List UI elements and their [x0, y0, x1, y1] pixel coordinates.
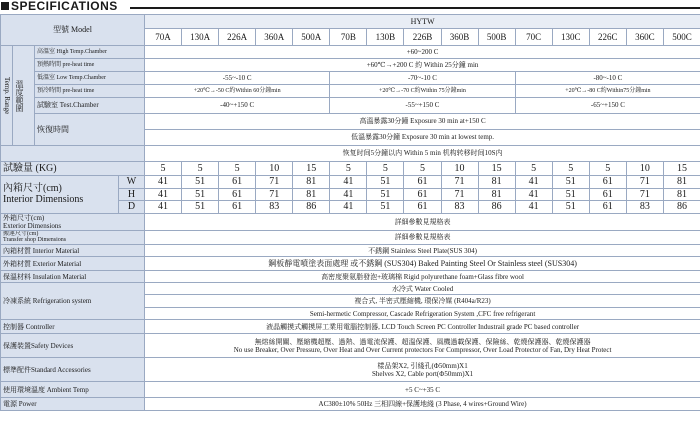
exterior-label: 外箱尺寸(cm) Exterior Dimensions	[1, 213, 145, 230]
specifications-table	[0, 14, 700, 411]
low-precool-a: +20℃→-50 C約Within 60分鐘min	[145, 85, 330, 98]
interior-w-cell: 41	[145, 176, 182, 189]
interior-h-cell: 41	[330, 188, 367, 201]
exterior-value: 詳細參數見規格表	[145, 213, 700, 230]
interior-d-cell: 83	[441, 201, 478, 214]
interior-h-cell: 41	[145, 188, 182, 201]
refrig-line1: 複合式, 半密式壓縮機, 環保冷媒 (R404a/R23)	[145, 295, 700, 308]
controller-label: 控制器 Controller	[1, 320, 145, 334]
accessories-value: 樣品架X2, 引綫孔(Φ50mm)X1 Shelves X2, Cable port(Φ50mm)X1	[145, 358, 700, 382]
recovery-line1: 高溫暴露30分鐘 Exposure 30 min at+150 C	[145, 114, 700, 130]
interior-h-cell: 41	[515, 188, 552, 201]
interior-label: 內箱尺寸(cm) Interior Dimensions	[1, 176, 119, 214]
interior-w-cell: 81	[663, 176, 700, 189]
interior-h-cell: 81	[663, 188, 700, 201]
interior-h-cell: 61	[589, 188, 626, 201]
model-column-header: 70C	[515, 29, 552, 46]
refrig-line2: Semi-hermetic Compressor, Cascade Refrigeration System ,CFC free refrigerant	[145, 308, 700, 320]
refrig-label: 冷凍系統 Refrigeration system	[1, 283, 145, 320]
high-range: +60~200 C	[145, 46, 700, 59]
transfer-value: 詳細參數見規格表	[145, 230, 700, 245]
recovery-label: 恢復時間	[35, 114, 145, 146]
high-chamber-label: 高溫室 High Temp.Chamber	[35, 46, 145, 59]
load-cell: 5	[145, 162, 182, 176]
insulation-value: 高密度聚氨脂發泡+玻璃棉 Rigid polyurethane foam+Glass fibre wool	[145, 271, 700, 283]
model-column-header: 226C	[589, 29, 626, 46]
interior-d-cell: 86	[663, 201, 700, 214]
power-value: AC380±10% 50Hz 三相四線+保護地綫 (3 Phase, 4 wires+Ground Wire)	[145, 398, 700, 411]
load-cell: 5	[552, 162, 589, 176]
ambient-label: 使用環境溫度 Ambient Temp	[1, 382, 145, 398]
model-column-header: 70A	[145, 29, 182, 46]
interior-h-cell: 71	[441, 188, 478, 201]
interior-d-cell: 41	[145, 201, 182, 214]
temp-range-side: 溫度範圍	[13, 46, 35, 146]
accessories-label: 標準配件Standard Accessories	[1, 358, 145, 382]
header-rule	[130, 7, 700, 9]
model-column-header: 130C	[552, 29, 589, 46]
dim-w-key: W	[119, 176, 145, 189]
interior-h-cell: 51	[367, 188, 404, 201]
recovery-line2: 低溫暴露30分鐘 Exposure 30 min at lowest temp.	[145, 130, 700, 146]
interior-w-cell: 81	[293, 176, 330, 189]
square-bullet-icon	[1, 2, 9, 10]
dim-d-key: D	[119, 201, 145, 214]
low-range-b: -70~-10 C	[330, 72, 515, 85]
load-cell: 15	[663, 162, 700, 176]
model-column-header: 360C	[626, 29, 663, 46]
interior-w-cell: 41	[330, 176, 367, 189]
interior-d-cell: 51	[367, 201, 404, 214]
interior-w-cell: 51	[552, 176, 589, 189]
interior-d-cell: 61	[404, 201, 441, 214]
model-series: HYTW	[145, 15, 700, 29]
low-precool-b: +20℃→-70 C約Within 75分鐘min	[330, 85, 515, 98]
interior-w-cell: 61	[219, 176, 256, 189]
load-cell: 5	[330, 162, 367, 176]
recovery-line3: 恢复时间5分鐘以内 Within 5 min 机构转移时间10S内	[145, 146, 700, 162]
interior-h-cell: 61	[404, 188, 441, 201]
interior-d-cell: 61	[589, 201, 626, 214]
load-cell: 15	[293, 162, 330, 176]
low-chamber-label: 低溫室 Low Temp.Chamber	[35, 72, 145, 85]
interior-h-cell: 81	[478, 188, 515, 201]
load-cell: 5	[404, 162, 441, 176]
interior-w-cell: 61	[404, 176, 441, 189]
page-title: SPECIFICATIONS	[11, 0, 118, 13]
interior-d-cell: 41	[515, 201, 552, 214]
load-cell: 5	[589, 162, 626, 176]
load-cell: 5	[367, 162, 404, 176]
interior-d-cell: 86	[478, 201, 515, 214]
interior-d-cell: 83	[626, 201, 663, 214]
test-range-c: -65~+150 C	[515, 98, 700, 114]
model-column-header: 500C	[663, 29, 700, 46]
interior-w-cell: 51	[182, 176, 219, 189]
model-column-header: 360A	[256, 29, 293, 46]
model-column-header: 226B	[404, 29, 441, 46]
load-cell: 15	[478, 162, 515, 176]
high-preheat: +60℃→+200 C 約 Within 25分鐘 min	[145, 59, 700, 72]
interior-w-cell: 71	[256, 176, 293, 189]
low-precool-c: +20℃→-80 C約Within75分鐘min	[515, 85, 700, 98]
ext-material-value: 鋼板靜電噴塗表面處理 或不銹鋼 (SUS304) Baked Painting Steel Or Stainless steel (SUS304)	[145, 257, 700, 271]
load-cell: 10	[441, 162, 478, 176]
interior-d-cell: 41	[330, 201, 367, 214]
interior-d-cell: 51	[182, 201, 219, 214]
test-range-a: -40~+150 C	[145, 98, 330, 114]
interior-w-cell: 71	[626, 176, 663, 189]
interior-w-cell: 41	[515, 176, 552, 189]
interior-d-cell: 83	[256, 201, 293, 214]
load-cell: 10	[626, 162, 663, 176]
model-column-header: 500A	[293, 29, 330, 46]
test-chamber-label: 試驗室 Test.Chamber	[35, 98, 145, 114]
model-column-header: 360B	[441, 29, 478, 46]
interior-w-cell: 51	[367, 176, 404, 189]
high-preheat-label: 預熱時間 pre-heat time	[35, 59, 145, 72]
safety-label: 保護裝置Safety Devices	[1, 334, 145, 358]
load-cell: 5	[182, 162, 219, 176]
model-column-header: 70B	[330, 29, 367, 46]
low-range-a: -55~-10 C	[145, 72, 330, 85]
ext-material-label: 外箱材質 Exterior Material	[1, 257, 145, 271]
temp-range-side-en: Temp. Range	[1, 46, 13, 146]
interior-d-cell: 61	[219, 201, 256, 214]
safety-value: 無熔絲開關、壓縮機超壓、過熱、過電流保護、超溫保護、風機過載保護、保險絲、乾燒保護器、乾燒保護器 No use Breaker, Over Pressure, Over Heat and Over Current protectors For Compressor, Over Load Protector of Fan, Dry Heat Protect	[145, 334, 700, 358]
controller-value: 液晶觸摸式觸摸屏工業用電腦控制器, LCD Touch Screen PC Controller Industrail grade PC based controller	[145, 320, 700, 334]
low-precool-label: 預冷時間 pre-heat time	[35, 85, 145, 98]
power-label: 電源 Power	[1, 398, 145, 411]
test-range-b: -55~+150 C	[330, 98, 515, 114]
low-range-c: -80~-10 C	[515, 72, 700, 85]
model-column-header: 226A	[219, 29, 256, 46]
model-column-header: 500B	[478, 29, 515, 46]
interior-h-cell: 71	[256, 188, 293, 201]
cooling-value: 水冷式 Water Cooled	[145, 283, 700, 295]
interior-h-cell: 51	[552, 188, 589, 201]
interior-w-cell: 71	[441, 176, 478, 189]
page-header	[0, 0, 700, 13]
load-label: 試驗量 (KG)	[1, 162, 145, 176]
interior-w-cell: 61	[589, 176, 626, 189]
interior-d-cell: 51	[552, 201, 589, 214]
inner-material-label: 內箱材質 Interior Material	[1, 245, 145, 257]
load-cell: 5	[515, 162, 552, 176]
model-column-header: 130A	[182, 29, 219, 46]
interior-h-cell: 51	[182, 188, 219, 201]
load-cell: 5	[219, 162, 256, 176]
interior-h-cell: 81	[293, 188, 330, 201]
ambient-value: +5 C~+35 C	[145, 382, 700, 398]
dim-h-key: H	[119, 188, 145, 201]
model-column-header: 130B	[367, 29, 404, 46]
interior-w-cell: 81	[478, 176, 515, 189]
load-cell: 10	[256, 162, 293, 176]
interior-h-cell: 61	[219, 188, 256, 201]
inner-material-value: 不銹鋼 Stainless Steel Plate(SUS 304)	[145, 245, 700, 257]
transfer-label: 搬運尺寸(cm) Transfer shop Dimensions	[1, 230, 145, 245]
interior-h-cell: 71	[626, 188, 663, 201]
interior-d-cell: 86	[293, 201, 330, 214]
model-label: 型號 Model	[1, 15, 145, 46]
insulation-label: 保溫材料 Insulation Material	[1, 271, 145, 283]
